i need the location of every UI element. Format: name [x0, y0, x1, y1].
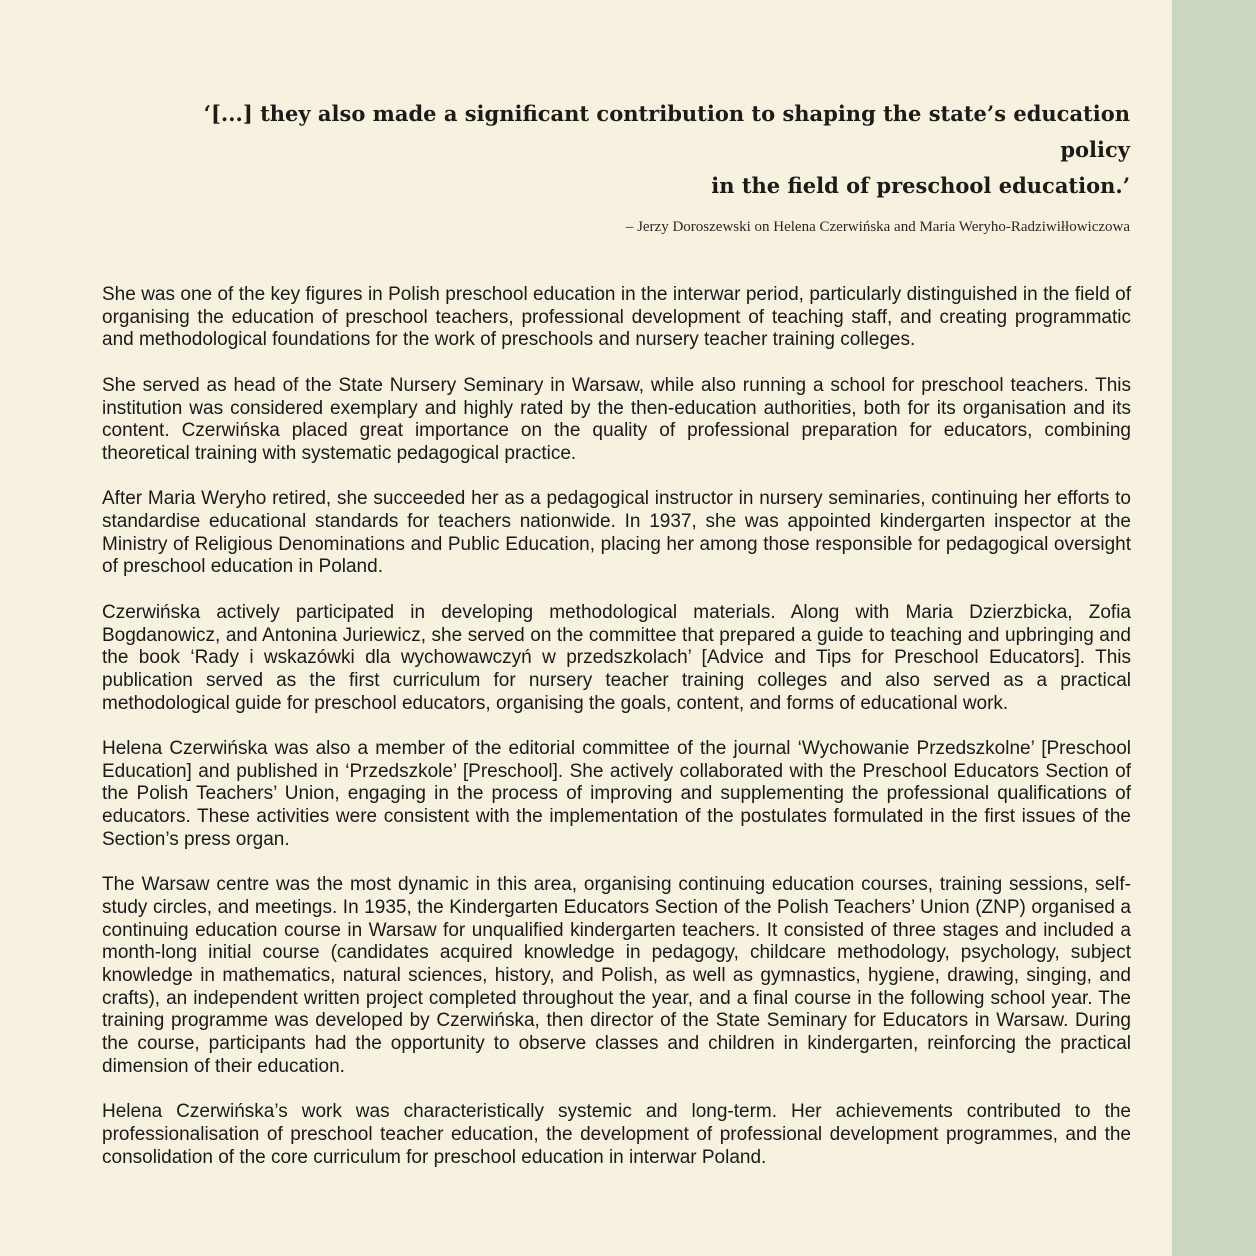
paragraph-4: Czerwińska actively participated in developing methodological materials. Along with Maria Dzierzbicka, Zofia Bogdanowicz, and Antonina Juriewicz, she served on the committee that prepared a guide to teaching and upbringing and the book ‘Rady i wskazówki dla wychowawczyń w przedszkolach’ [Advice and Tips for Preschool Educators]. This publication served as the first curriculum for nursery teacher training colleges and also served as a practical methodological guide for preschool educators, organising the goals, content, and forms of educational work.: [102, 601, 1131, 714]
side-color-band: [1172, 0, 1256, 1256]
quote-line-2: in the field of preschool education.’: [711, 173, 1130, 198]
quote-text: [180, 96, 1130, 204]
paragraph-5: Helena Czerwińska was also a member of the editorial committee of the journal ‘Wychowanie Przedszkolne’ [Preschool Education] and published in ‘Przedszkole’ [Preschool]. She actively collaborated with the Preschool Educators Section of the Polish Teachers’ Union, engaging in the process of improving and supplementing the professional qualifications of educators. These activities were consistent with the implementation of the postulates formulated in the first issues of the Section’s press organ.: [102, 738, 1131, 850]
paragraph-2: She served as head of the State Nursery Seminary in Warsaw, while also running a school for preschool teachers. This institution was considered exemplary and highly rated by the then-education authorities, both for its organisation and its content. Czerwińska placed great importance on the quality of professional preparation for educators, combining theoretical training with systematic pedagogical practice.: [102, 374, 1131, 464]
paragraph-1: She was one of the key figures in Polish preschool education in the interwar period, particularly distinguished in the field of organising the education of preschool teachers, professional development of teaching staff, and creating programmatic and methodological foundations for the work of preschools and nursery teacher training colleges.: [102, 284, 1131, 351]
quote-line-1: ‘[...] they also made a significant contribution to shaping the state’s education policy: [203, 101, 1130, 162]
paragraph-6: The Warsaw centre was the most dynamic in this area, organising continuing education courses, training sessions, self-study circles, and meetings. In 1935, the Kindergarten Educators Section of the Polish Teachers’ Union (ZNP) organised a continuing education course in Warsaw for unqualified kindergarten teachers. It consisted of three stages and included a month-long initial course (candidates acquired knowledge in pedagogy, childcare methodology, psychology, subject knowledge in mathematics, natural sciences, history, and Polish, as well as gymnastics, hygiene, drawing, singing, and crafts), an independent written project completed throughout the year, and a final course in the following school year. The training programme was developed by Czerwińska, then director of the State Seminary for Educators in Warsaw. During the course, participants had the opportunity to observe classes and children in kindergarten, reinforcing the practical dimension of their education.: [102, 874, 1131, 1077]
pull-quote: [180, 96, 1130, 237]
paragraph-7: Helena Czerwińska’s work was characteristically systemic and long-term. Her achievements contributed to the professionalisation of preschool teacher education, the development of professional development programmes, and the consolidation of the core curriculum for preschool education in interwar Poland.: [102, 1101, 1131, 1168]
paragraph-3: After Maria Weryho retired, she succeeded her as a pedagogical instructor in nursery seminaries, continuing her efforts to standardise educational standards for teachers nationwide. In 1937, she was appointed kindergarten inspector at the Ministry of Religious Denominations and Public Education, placing her among those responsible for pedagogical oversight of preschool education in Poland.: [102, 488, 1131, 578]
article-body: [102, 284, 1131, 1192]
quote-attribution: – Jerzy Doroszewski on Helena Czerwińska and Maria Weryho-Radziwiłłowiczowa: [625, 219, 1130, 235]
